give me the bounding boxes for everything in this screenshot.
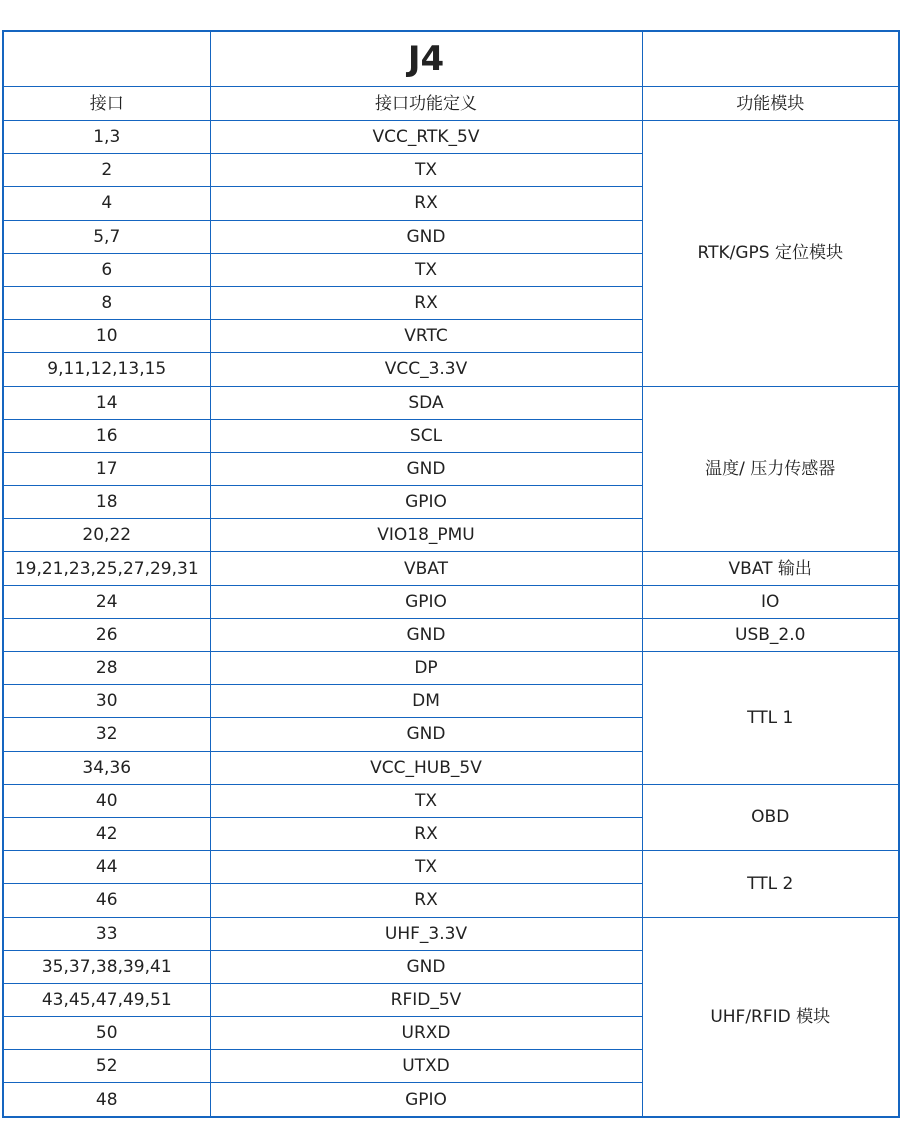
pin-definition-cell: UTXD [210, 1050, 642, 1083]
pin-number-cell: 34,36 [3, 751, 210, 784]
title-row [3, 31, 899, 87]
module-cell: UHF/RFID 模块 [642, 917, 899, 1117]
pin-number-cell: 44 [3, 851, 210, 884]
module-cell: RTK/GPS 定位模块 [642, 121, 899, 387]
pin-definition-cell: GND [210, 220, 642, 253]
pin-number-cell: 32 [3, 718, 210, 751]
pin-number-cell: 20,22 [3, 519, 210, 552]
pin-definition-cell: GPIO [210, 486, 642, 519]
pin-number-cell: 9,11,12,13,15 [3, 353, 210, 386]
pin-number-cell: 33 [3, 917, 210, 950]
header-definition: 接口功能定义 [210, 87, 642, 121]
pin-definition-cell: VRTC [210, 320, 642, 353]
pin-number-cell: 40 [3, 784, 210, 817]
pin-number-cell: 8 [3, 286, 210, 319]
pin-number-cell: 48 [3, 1083, 210, 1117]
pin-number-cell: 1,3 [3, 121, 210, 154]
pin-definition-cell: GND [210, 718, 642, 751]
pin-number-cell: 4 [3, 187, 210, 220]
pin-number-cell: 6 [3, 253, 210, 286]
pin-definition-cell: TX [210, 154, 642, 187]
module-cell: OBD [642, 784, 899, 850]
pin-definition-cell: GND [210, 618, 642, 651]
table-row [3, 784, 899, 817]
pin-number-cell: 43,45,47,49,51 [3, 983, 210, 1016]
pin-definition-cell: RX [210, 884, 642, 917]
table-row [3, 386, 899, 419]
pin-definition-cell: SDA [210, 386, 642, 419]
pin-number-cell: 24 [3, 585, 210, 618]
pin-number-cell: 26 [3, 618, 210, 651]
pin-number-cell: 14 [3, 386, 210, 419]
pin-definition-cell: RX [210, 286, 642, 319]
table-row [3, 618, 899, 651]
pin-definition-cell: DP [210, 652, 642, 685]
pin-definition-cell: VCC_3.3V [210, 353, 642, 386]
module-cell: TTL 2 [642, 851, 899, 917]
pin-definition-cell: DM [210, 685, 642, 718]
pin-number-cell: 52 [3, 1050, 210, 1083]
table-row [3, 851, 899, 884]
header-row [3, 87, 899, 121]
pin-number-cell: 5,7 [3, 220, 210, 253]
pin-number-cell: 18 [3, 486, 210, 519]
table-title: J4 [210, 31, 642, 87]
module-cell: TTL 1 [642, 652, 899, 785]
pin-definition-cell: VIO18_PMU [210, 519, 642, 552]
pin-number-cell: 2 [3, 154, 210, 187]
pin-definition-cell: GND [210, 950, 642, 983]
table-row [3, 585, 899, 618]
pin-number-cell: 28 [3, 652, 210, 685]
pin-definition-cell: GPIO [210, 1083, 642, 1117]
table-row [3, 121, 899, 154]
pin-definition-cell: UHF_3.3V [210, 917, 642, 950]
pin-number-cell: 50 [3, 1017, 210, 1050]
pin-definition-cell: VCC_HUB_5V [210, 751, 642, 784]
pin-number-cell: 10 [3, 320, 210, 353]
pin-number-cell: 16 [3, 419, 210, 452]
pin-definition-cell: URXD [210, 1017, 642, 1050]
title-blank-left [3, 31, 210, 87]
header-module: 功能模块 [642, 87, 899, 121]
module-cell: USB_2.0 [642, 618, 899, 651]
pin-definition-cell: GPIO [210, 585, 642, 618]
table-row [3, 917, 899, 950]
table-row [3, 652, 899, 685]
pin-number-cell: 42 [3, 817, 210, 850]
pin-number-cell: 46 [3, 884, 210, 917]
pin-definition-cell: RFID_5V [210, 983, 642, 1016]
pin-definition-cell: TX [210, 851, 642, 884]
module-cell: VBAT 输出 [642, 552, 899, 585]
title-blank-right [642, 31, 899, 87]
pin-number-cell: 17 [3, 452, 210, 485]
pin-number-cell: 35,37,38,39,41 [3, 950, 210, 983]
module-cell: IO [642, 585, 899, 618]
pin-definition-cell: RX [210, 187, 642, 220]
pin-definition-cell: TX [210, 784, 642, 817]
pin-number-cell: 30 [3, 685, 210, 718]
table-row [3, 552, 899, 585]
pin-definition-cell: GND [210, 452, 642, 485]
module-cell: 温度/ 压力传感器 [642, 386, 899, 552]
pin-number-cell: 19,21,23,25,27,29,31 [3, 552, 210, 585]
pin-definition-cell: VBAT [210, 552, 642, 585]
pin-definition-cell: TX [210, 253, 642, 286]
pin-definition-cell: RX [210, 817, 642, 850]
header-pin: 接口 [3, 87, 210, 121]
pin-definition-table [2, 30, 900, 1118]
pin-definition-cell: SCL [210, 419, 642, 452]
pin-definition-cell: VCC_RTK_5V [210, 121, 642, 154]
